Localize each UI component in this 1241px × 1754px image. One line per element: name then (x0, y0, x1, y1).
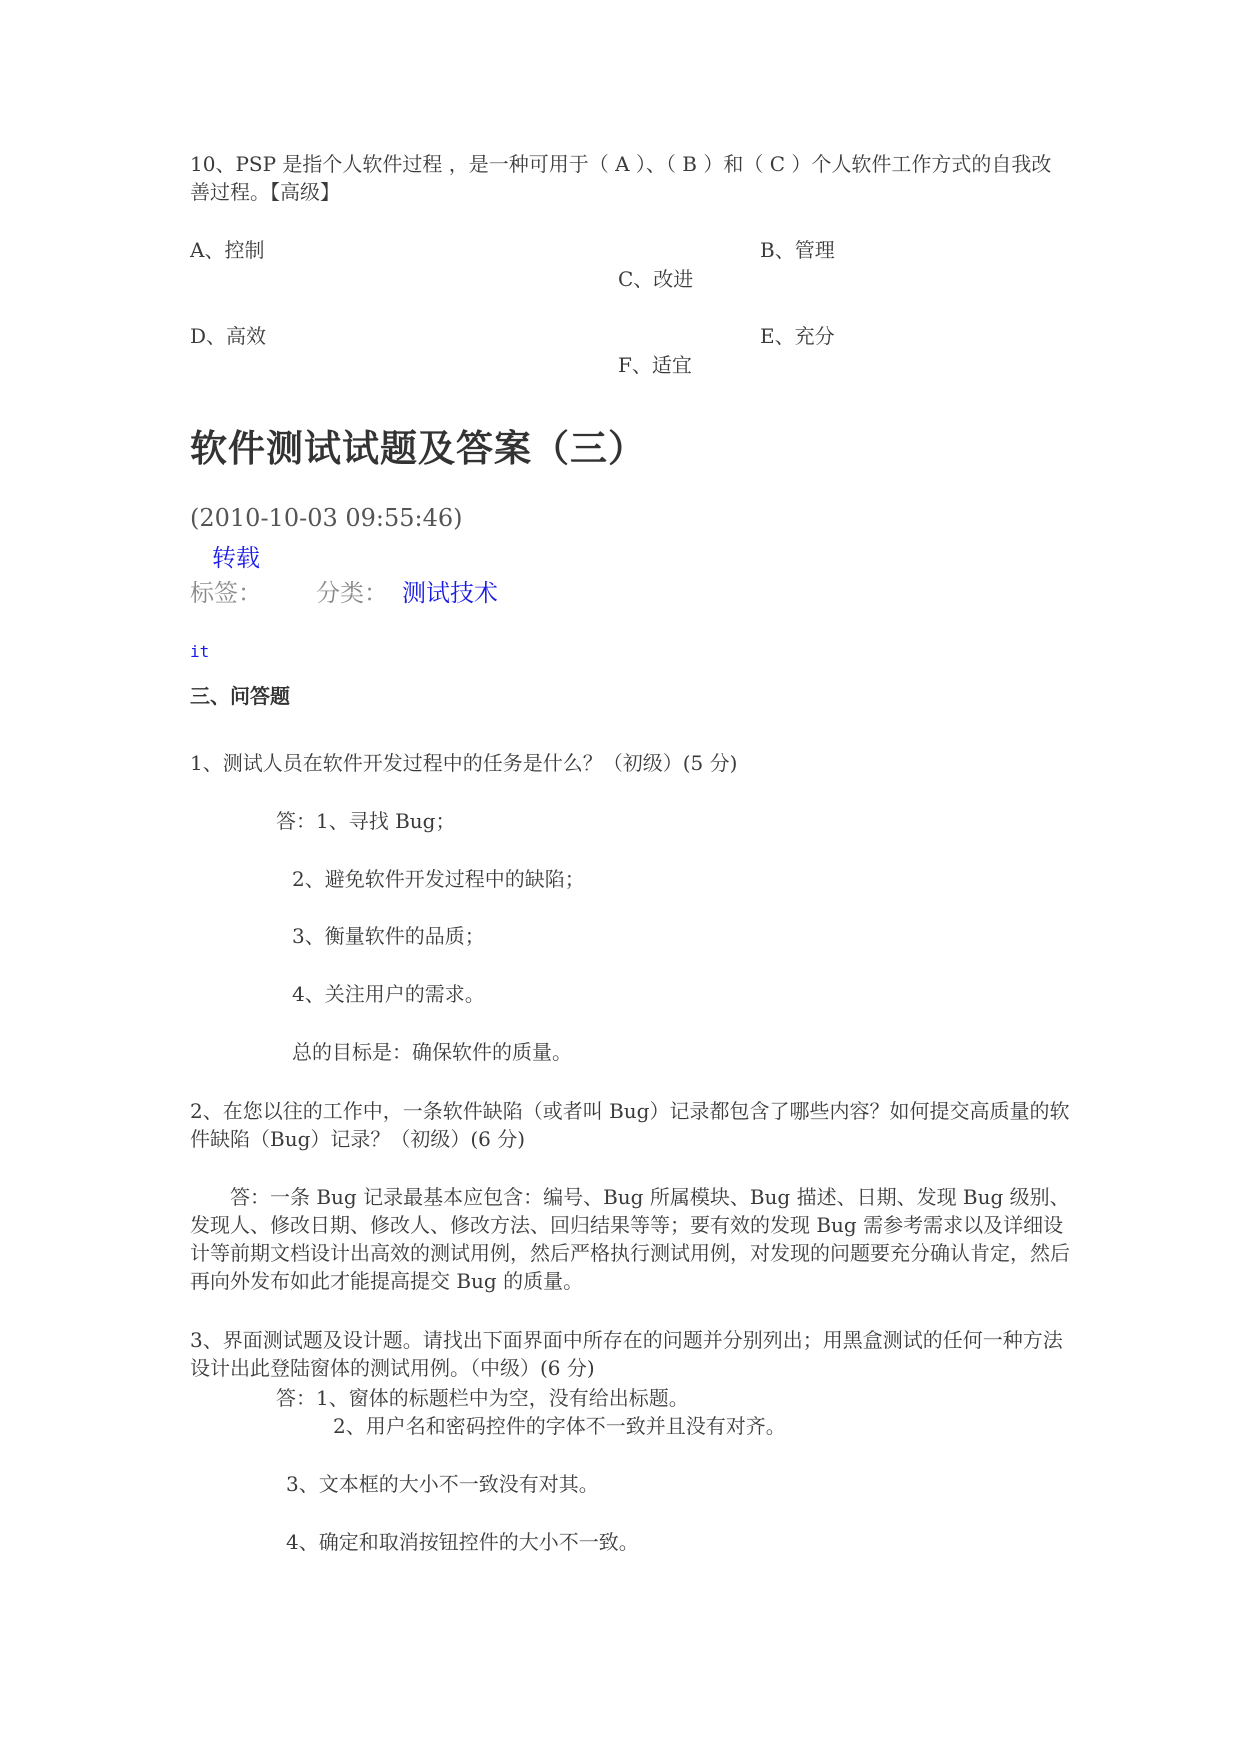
q3-answer-4: 4、确定和取消按钮控件的大小不一致。 (286, 1530, 639, 1554)
q3-answer-1: 答：1、窗体的标题栏中为空，没有给出标题。 (276, 1386, 689, 1410)
category-label: 分类： (316, 579, 388, 607)
q2-answer: 答：一条 Bug 记录最基本应包含：编号、Bug 所属模块、Bug 描述、日期、发现 Bug 级别、发现人、修改日期、修改人、修改方法、回归结果等等；要有效的发现 Bug 需参考需求以及详细设计等前期文档设计出高效的测试用例，然后严格执行测试用例，对发现的问题要充分确认肯定，然后再向外发布如此才能提高提交 Bug 的质量。 (190, 1185, 1070, 1293)
option-b: B、管理 (760, 238, 835, 262)
q1-answer-3: 3、衡量软件的品质； (292, 924, 485, 948)
article-title: 软件测试试题及答案（三） (190, 426, 646, 470)
option-e: E、充分 (760, 324, 835, 348)
tag-link[interactable]: it (190, 642, 210, 661)
option-a: A、控制 (190, 238, 265, 262)
q1-answer-2: 2、避免软件开发过程中的缺陷； (292, 867, 585, 891)
article-date: (2010-10-03 09:55:46) (190, 504, 463, 532)
option-c: C、改进 (618, 267, 694, 291)
question-3: 3、界面测试题及设计题。请找出下面界面中所存在的问题并分别列出；用黑盒测试的任何一种方法设计出此登陆窗体的测试用例。（中级）(6 分) (190, 1328, 1063, 1380)
q1-answer-1: 答：1、寻找 Bug； (276, 809, 456, 833)
question-1: 1、测试人员在软件开发过程中的任务是什么？（初级）(5 分) (190, 751, 738, 775)
q1-answer-4: 4、关注用户的需求。 (292, 982, 485, 1006)
option-f: F、适宜 (618, 353, 692, 377)
q1-goal: 总的目标是：确保软件的质量。 (292, 1040, 572, 1064)
question-2: 2、在您以往的工作中，一条软件缺陷（或者叫 Bug）记录都包含了哪些内容？如何提交高质量的软件缺陷（Bug）记录？（初级）(6 分) (190, 1099, 1070, 1151)
question-10-text: 10、PSP 是指个人软件过程 ，是一种可用于（ A ）、（ B ）和（ C ）个人软件工作方式的自我改善过程。【高级】 (190, 152, 1052, 204)
option-d: D、高效 (190, 324, 267, 348)
repost-link[interactable]: 转载 (212, 544, 260, 572)
q3-answer-2: 2、用户名和密码控件的字体不一致并且没有对齐。 (333, 1414, 786, 1438)
category-link[interactable]: 测试技术 (402, 579, 498, 607)
section-title: 三、问答题 (190, 684, 290, 708)
tags-label: 标签： (190, 579, 262, 607)
q3-answer-3: 3、文本框的大小不一致没有对其。 (286, 1472, 599, 1496)
